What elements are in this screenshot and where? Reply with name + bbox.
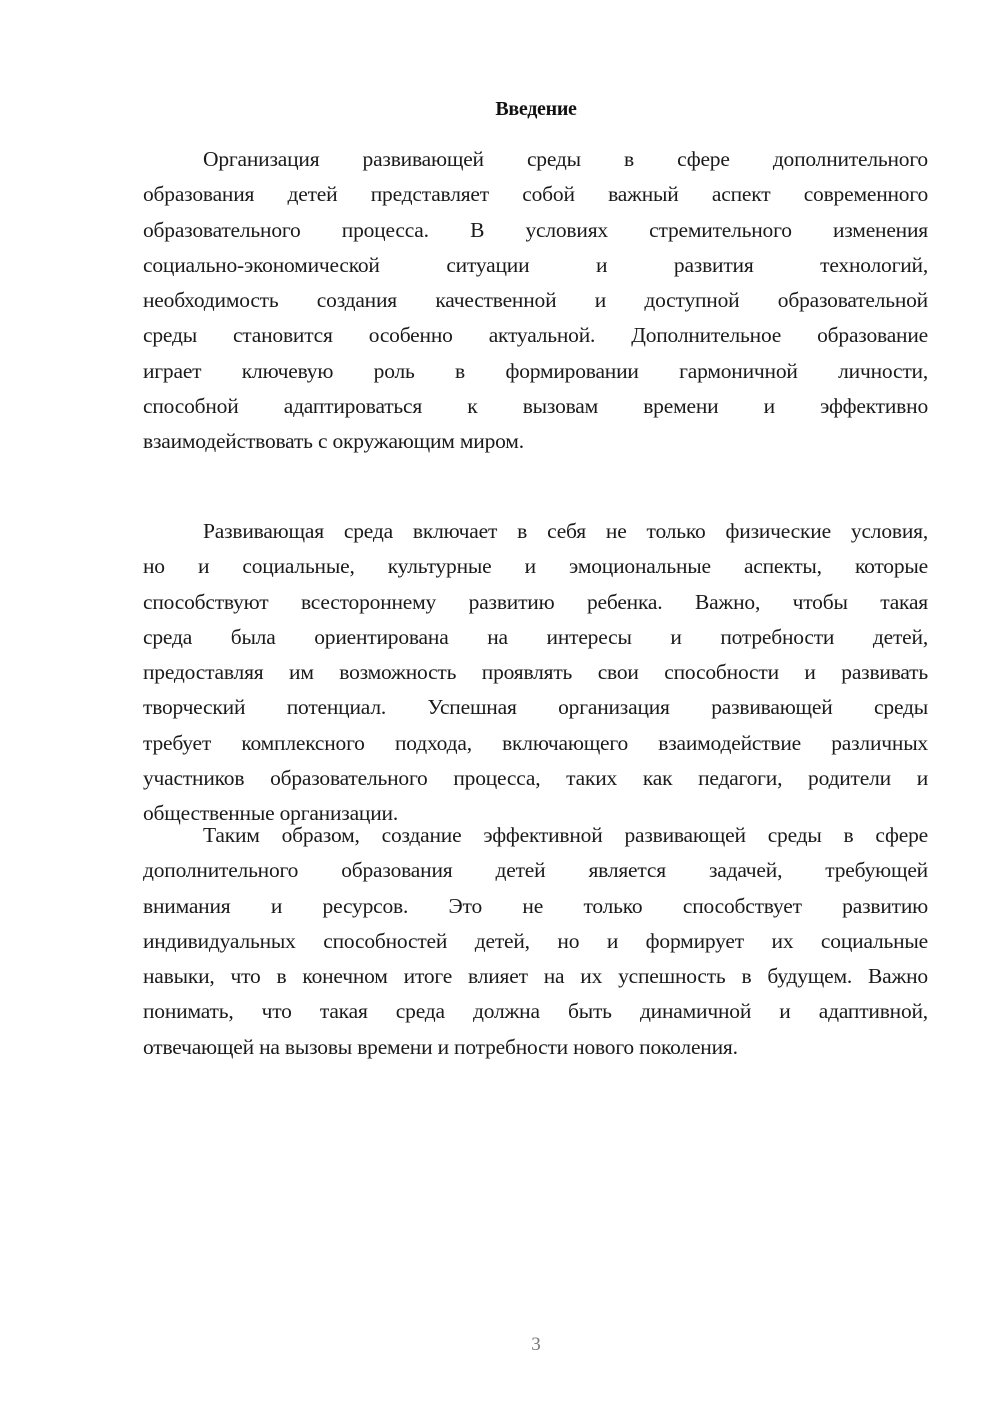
- paragraph-line: Организация развивающей среды в сфере дополнительного: [203, 147, 928, 171]
- paragraph-line: Таким образом, создание эффективной развивающей среды в сфере: [203, 823, 928, 847]
- paragraph-line: внимания и ресурсов. Это не только способствует развитию: [143, 893, 928, 918]
- paragraph-line: отвечающей на вызовы времени и потребности нового поколения.: [143, 1034, 738, 1059]
- paragraph-line: образовательного процесса. В условиях стремительного изменения: [143, 217, 928, 242]
- paragraph-2: [143, 514, 928, 832]
- paragraph-line: навыки, что в конечном итоге влияет на их успешность в будущем. Важно: [143, 964, 928, 989]
- page-number: 3: [531, 1334, 541, 1355]
- paragraph-line: среды становится особенно актуальной. Дополнительное образование: [143, 323, 928, 348]
- paragraph-line: но и социальные, культурные и эмоциональные аспекты, которые: [143, 554, 928, 579]
- paragraph-line: социально-экономической ситуации и развития технологий,: [143, 252, 928, 277]
- paragraph-line: образования детей представляет собой важный аспект современного: [143, 182, 928, 207]
- paragraph-1: [143, 142, 928, 460]
- paragraph-line: творческий потенциал. Успешная организация развивающей среды: [143, 695, 928, 720]
- paragraph-line: индивидуальных способностей детей, но и формирует их социальные: [143, 928, 928, 953]
- paragraph-line: необходимость создания качественной и доступной образовательной: [143, 288, 928, 313]
- paragraph-line: требует комплексного подхода, включающего взаимодействие различных: [143, 730, 928, 755]
- paragraph-line: участников образовательного процесса, таких как педагоги, родители и: [143, 766, 928, 791]
- section-heading: Введение: [495, 98, 577, 120]
- paragraph-line: способствуют всестороннему развитию ребенка. Важно, чтобы такая: [143, 589, 928, 614]
- paragraph-line: понимать, что такая среда должна быть динамичной и адаптивной,: [143, 999, 928, 1024]
- paragraph-line: общественные организации.: [143, 801, 399, 826]
- paragraph-line: взаимодействовать с окружающим миром.: [143, 429, 524, 454]
- paragraph-line: дополнительного образования детей является задачей, требующей: [143, 858, 928, 883]
- paragraph-line: играет ключевую роль в формировании гармоничной личности,: [143, 358, 928, 383]
- paragraph-3: [143, 818, 928, 1065]
- paragraph-line: предоставляя им возможность проявлять свои способности и развивать: [143, 660, 928, 685]
- paragraph-line: Развивающая среда включает в себя не только физические условия,: [203, 519, 928, 543]
- paragraph-line: среда была ориентирована на интересы и потребности детей,: [143, 624, 928, 649]
- paragraph-line: способной адаптироваться к вызовам времени и эффективно: [143, 394, 928, 419]
